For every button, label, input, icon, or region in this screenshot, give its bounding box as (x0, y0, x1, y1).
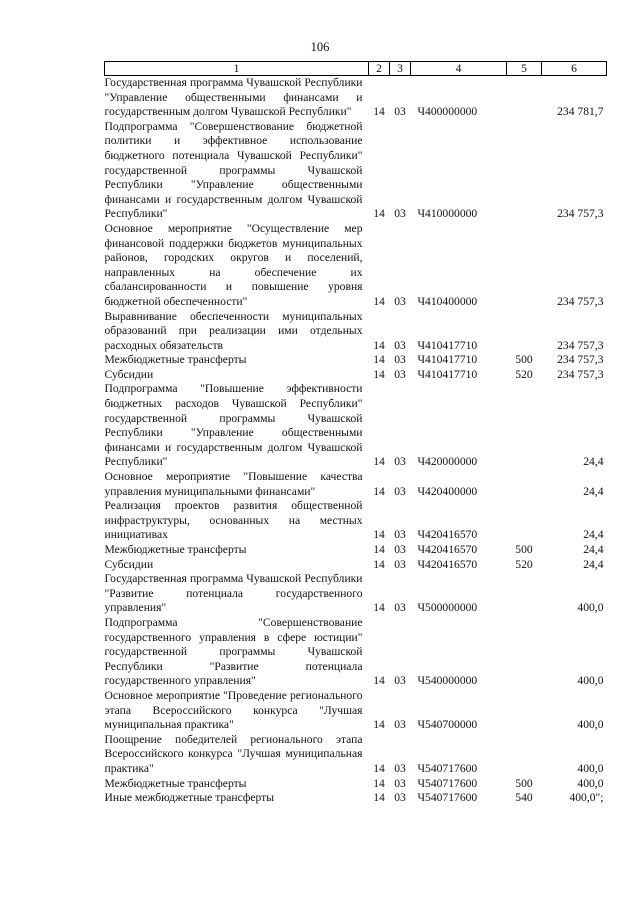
cell-csr: Ч410000000 (417, 207, 478, 221)
page-number: 106 (310, 40, 330, 54)
cell-csr: Ч420400000 (417, 484, 478, 498)
cell-prz: 03 (394, 601, 406, 615)
cell-name: Основное мероприятие "Осуществление мер финансовой поддержки бюджетов муниципальных районов, городских округов и поселений, направленных на обеспечение их сбалансированности и повышение уровня бюджетной обеспеченности" (104, 221, 363, 308)
cell-sum: 234 757,3 (557, 338, 604, 352)
cell-rz: 14 (373, 543, 385, 556)
cell-sum: 400,0 (577, 718, 604, 732)
table-row (105, 499, 607, 543)
cell-prz: 03 (394, 791, 406, 805)
cell-prz: 03 (394, 367, 406, 381)
cell-csr: Ч500000000 (417, 601, 478, 615)
cell-name: Иные межбюджетные трансферты (104, 791, 275, 805)
table-row (105, 382, 607, 470)
cell-prz: 03 (394, 776, 406, 790)
table-row (105, 353, 607, 368)
cell-prz: 03 (394, 761, 406, 775)
cell-rz: 14 (373, 528, 385, 542)
table-row (105, 222, 607, 310)
cell-prz: 03 (394, 484, 406, 498)
header-row (105, 62, 607, 76)
table-row (105, 791, 607, 806)
cell-name: Подпрограмма "Совершенствование бюджетной политики и эффективное использование бюджетного потенциала Чувашской Республики" государственной программы Чувашской Республики "Управление общественными финансами и государственным долгом Чувашской Республики" (104, 119, 363, 221)
cell-sum: 400,0 (577, 761, 604, 775)
cell-csr: Ч540700000 (417, 718, 478, 732)
cell-vr: 500 (515, 353, 533, 367)
cell-rz: 14 (373, 557, 385, 571)
cell-csr: Ч410417710 (417, 353, 478, 367)
cell-name: Поощрение победителей регионального этапа Всероссийского конкурса "Лучшая муниципальная практика" (104, 732, 363, 775)
cell-vr (507, 382, 542, 470)
table-row (105, 368, 607, 383)
cell-sum: 234 757,3 (557, 353, 604, 367)
cell-sum: 400,0"; (569, 791, 604, 805)
cell-name: Межбюджетные трансферты (104, 543, 247, 556)
cell-vr (507, 499, 542, 543)
table-row (105, 572, 607, 616)
table-row (105, 733, 607, 777)
header-col-1: 1 (105, 62, 369, 76)
table-row (105, 470, 607, 499)
cell-csr: Ч420000000 (417, 455, 478, 469)
cell-vr (507, 733, 542, 777)
cell-rz: 14 (373, 338, 385, 352)
table-row (105, 616, 607, 689)
cell-vr (507, 76, 542, 120)
cell-vr: 540 (515, 791, 533, 805)
cell-csr: Ч420416570 (417, 557, 478, 571)
cell-vr (507, 689, 542, 733)
cell-sum: 234 757,3 (557, 367, 604, 381)
cell-vr: 520 (515, 557, 533, 571)
cell-csr: Ч540717600 (417, 761, 478, 775)
header-col-5: 5 (507, 62, 542, 76)
cell-csr: Ч410417710 (417, 338, 478, 352)
cell-sum: 400,0 (577, 674, 604, 688)
cell-rz: 14 (373, 674, 385, 688)
cell-sum: 234 757,3 (557, 294, 604, 308)
cell-name: Межбюджетные трансферты (104, 353, 247, 367)
header-col-4: 4 (411, 62, 507, 76)
cell-sum: 24,4 (583, 484, 604, 498)
cell-sum: 24,4 (583, 455, 604, 469)
cell-vr (507, 470, 542, 499)
cell-prz: 03 (394, 105, 406, 119)
cell-vr: 520 (515, 367, 533, 381)
budget-table (104, 61, 607, 806)
cell-rz: 14 (373, 484, 385, 498)
cell-name: Субсидии (104, 557, 154, 571)
cell-rz: 14 (373, 761, 385, 775)
table-row (105, 120, 607, 222)
cell-rz: 14 (373, 718, 385, 732)
cell-rz: 14 (373, 353, 385, 367)
cell-csr: Ч540717600 (417, 776, 478, 790)
cell-prz: 03 (394, 543, 406, 556)
cell-vr (507, 120, 542, 222)
cell-vr (507, 616, 542, 689)
table-row (105, 76, 607, 120)
cell-rz: 14 (373, 791, 385, 805)
cell-sum: 24,4 (583, 557, 604, 571)
cell-csr: Ч400000000 (417, 105, 478, 119)
cell-name: Межбюджетные трансферты (104, 776, 247, 790)
cell-name: Выравнивание обеспеченности муниципальных образований при реализации ими отдельных расходных обязательств (104, 309, 363, 352)
cell-csr: Ч420416570 (417, 543, 478, 556)
cell-sum: 24,4 (583, 528, 604, 542)
cell-prz: 03 (394, 674, 406, 688)
cell-csr: Ч540000000 (417, 674, 478, 688)
table-header (105, 62, 607, 76)
cell-rz: 14 (373, 455, 385, 469)
cell-name: Государственная программа Чувашской Республики "Управление общественными финансами и государственным долгом Чувашской Республики" (104, 76, 363, 119)
cell-prz: 03 (394, 207, 406, 221)
cell-prz: 03 (394, 557, 406, 571)
cell-sum: 234 757,3 (557, 207, 604, 221)
table-row (105, 310, 607, 354)
table-row (105, 689, 607, 733)
cell-sum: 24,4 (583, 543, 604, 556)
cell-rz: 14 (373, 601, 385, 615)
cell-rz: 14 (373, 105, 385, 119)
header-col-2: 2 (369, 62, 390, 76)
cell-sum: 400,0 (577, 776, 604, 790)
cell-rz: 14 (373, 776, 385, 790)
cell-rz: 14 (373, 294, 385, 308)
header-col-6: 6 (542, 62, 607, 76)
cell-name: Подпрограмма "Совершенствование государственного управления в сфере юстиции" государственной программы Чувашской Республики "Развитие потенциала государственного управления" (104, 615, 363, 688)
cell-name: Реализация проектов развития общественной инфраструктуры, основанных на местных инициативах (104, 499, 363, 542)
cell-vr: 500 (515, 776, 533, 790)
cell-rz: 14 (373, 367, 385, 381)
cell-prz: 03 (394, 528, 406, 542)
cell-name: Государственная программа Чувашской Республики "Развитие потенциала государственного управления" (104, 572, 363, 615)
cell-rz: 14 (373, 207, 385, 221)
cell-sum: 400,0 (577, 601, 604, 615)
cell-csr: Ч410400000 (417, 294, 478, 308)
cell-vr (507, 572, 542, 616)
table-row (105, 543, 607, 558)
cell-name: Субсидии (104, 367, 154, 381)
cell-name: Основное мероприятие "Проведение регионального этапа Всероссийского конкурса "Лучшая муниципальная практика" (104, 688, 363, 732)
cell-prz: 03 (394, 294, 406, 308)
cell-csr: Ч540717600 (417, 791, 478, 805)
table-row (105, 558, 607, 573)
table-body (105, 76, 607, 806)
cell-csr: Ч410417710 (417, 367, 478, 381)
cell-vr: 500 (515, 543, 533, 556)
header-col-3: 3 (390, 62, 411, 76)
cell-prz: 03 (394, 455, 406, 469)
cell-prz: 03 (394, 353, 406, 367)
cell-vr (507, 310, 542, 354)
cell-prz: 03 (394, 338, 406, 352)
table-row (105, 777, 607, 792)
cell-sum: 234 781,7 (557, 105, 604, 119)
cell-name: Основное мероприятие "Повышение качества управления муниципальными финансами" (104, 470, 363, 498)
cell-csr: Ч420416570 (417, 528, 478, 542)
cell-name: Подпрограмма "Повышение эффективности бюджетных расходов Чувашской Республики" государственной программы Чувашской Республики "Управление общественными финансами и государственным долгом Чувашской Республики" (104, 382, 363, 469)
cell-vr (507, 222, 542, 310)
cell-prz: 03 (394, 718, 406, 732)
